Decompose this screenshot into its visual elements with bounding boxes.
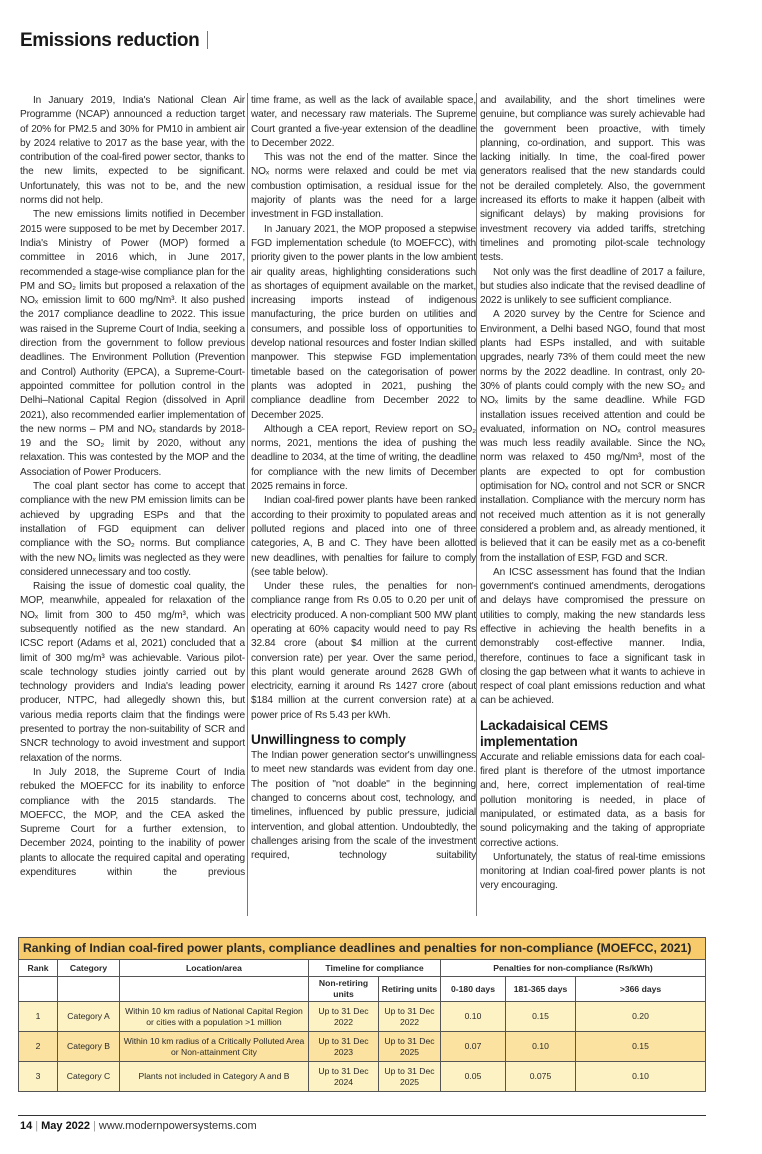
paragraph: This was not the end of the matter. Since the NOₓ norms were relaxed and could be met via combustion optimisation, a residual issue for the majority of plants was the need for a large investment in FGD installation. [251, 152, 476, 221]
cell-location: Within 10 km radius of National Capital Region or cities with a population >1 million [120, 1002, 309, 1032]
subheader-empty [58, 977, 120, 1002]
column-divider [476, 93, 477, 916]
paragraph: In July 2018, the Supreme Court of India rebuked the MOEFCC for its inability to enforce compliance with the 2015 standards. The MOEFCC, the MOP, and the CEA asked the Supreme Court for a further extension, to December 2024, pointing to the inability of power plants to allocate the required capital and operating expenditures within the previous [20, 766, 245, 879]
subheader-181-365: 181-365 days [506, 977, 576, 1002]
subheader-empty [19, 977, 58, 1002]
paragraph: Unfortunately, the status of real-time emissions monitoring at Indian coal-fired power plants is not very encouraging. [480, 851, 705, 892]
paragraph: Under these rules, the penalties for non-compliance range from Rs 0.05 to 0.20 per unit of electricity produced. A non-compliant 500 MW plant operating at 60% capacity would need to pay Rs 32.84 crore (about $4 million at the current conversion rate) per year. Over the same period, this plant would generate around 2628 GWh of electricity, earning it around Rs 1427 crore (about $184 million at the current conversion rate) at a power price of Rs 5.43 per kWh. [251, 581, 476, 721]
issue-date: May 2022 [41, 1120, 91, 1132]
cell-retiring: Up to 31 Dec 2022 [379, 1002, 441, 1032]
header-category: Category [58, 960, 120, 977]
article-column-3 [480, 94, 705, 894]
website-link[interactable]: www.modernpowersystems.com [98, 1120, 257, 1132]
subheading: Lackadaisical CEMS implementation [480, 717, 608, 749]
header-timeline: Timeline for compliance [309, 960, 441, 977]
table-row [19, 1032, 706, 1062]
section-title [20, 30, 208, 52]
article-column-1 [20, 94, 245, 880]
cell-location: Within 10 km radius of a Critically Polluted Area or Non-attainment City [120, 1032, 309, 1062]
paragraph: An ICSC assessment has found that the Indian government's continued amendments, derogations and delays have compromised the pressure on utilities to comply, making the new standards less effective in achieving the health benefits in a demonstrably cost-effective manner. India, therefore, continues to face a significant task in closing the gap between what it wants to achieve in respect of coal plant emissions reduction and what can be achieved. [480, 566, 705, 707]
table-row [19, 1002, 706, 1032]
cell-p2: 0.075 [506, 1062, 576, 1092]
paragraph: The Indian power generation sector's unwillingness to meet new standards was evident from day one. The position of "not doable" in the beginning changed to concerns about cost, technology, and timelines, influenced by public pressure, judicial intervention, and global attention. Undoubtedly, the challenges arising from the scale of the investment required, technology suitability [251, 750, 476, 862]
cell-p3: 0.10 [576, 1062, 706, 1092]
paragraph: The coal plant sector has come to accept that compliance with the new PM emission limits can be achieved by upgrading ESPs and that the installation of FGD equipment can deliver compliance with the SO₂ norms. But compliance with the new NOₓ limits was neglected as they were considered unnecessary and too costly. [20, 481, 245, 578]
paragraph: A 2020 survey by the Centre for Science and Environment, a Delhi based NGO, found that most plants had ESPs installed, and with suitable upgrades, nearly 73% of them could meet the new norms by the 2022 deadline. In contrast, only 20-30% of plants could comply with the new SO₂ and NOₓ limits by the same deadline. While FGD installation issues received attention and could be evaluated, information on NOₓ control measures was much less readily available. Since the NOₓ norm was relaxed to 450 mg/Nm³, most of the plants are expected to opt for combustion optimisation for NOₓ control and not SCR or SNCR installation. Compliance with the mercury norm has not received much attention as it is not generally considered a problem and, as already mentioned, it is believed that it can be easily met as a co-benefit from the installation of ESP, FGD and SCR. [480, 309, 705, 564]
header-location: Location/area [120, 960, 309, 977]
header-penalties: Penalties for non-compliance (Rs/kWh) [441, 960, 706, 977]
cell-non-retiring: Up to 31 Dec 2022 [309, 1002, 379, 1032]
paragraph: Indian coal-fired power plants have been ranked according to their proximity to populated areas and polluted regions and placed into one of three categories, A, B and C. They have been allotted new deadlines, with penalties for failure to comply (see table below). [251, 495, 476, 578]
subheading: Unwillingness to comply [251, 732, 406, 748]
cell-category: Category B [58, 1032, 120, 1062]
paragraph: Accurate and reliable emissions data for each coal-fired plant is therefore of the utmost importance and, here, correct implementation of real-time pollution monitoring is needed, in place of manipulated, or estimated data, as a basis for sound policymaking and the taking of appropriate corrective actions. [480, 751, 705, 849]
cell-p1: 0.05 [441, 1062, 506, 1092]
cell-rank: 1 [19, 1002, 58, 1032]
paragraph: Not only was the first deadline of 2017 a failure, but studies also indicate that the revised deadline of 2022 is unlikely to see sufficient compliance. [480, 266, 705, 307]
cell-category: Category A [58, 1002, 120, 1032]
subheader-0-180: 0-180 days [441, 977, 506, 1002]
cell-non-retiring: Up to 31 Dec 2024 [309, 1062, 379, 1092]
page-number: 14 [20, 1120, 33, 1132]
cell-p2: 0.10 [506, 1032, 576, 1062]
title-divider [207, 31, 208, 49]
cell-p3: 0.20 [576, 1002, 706, 1032]
subheader-non-retiring: Non-retiring units [309, 977, 379, 1002]
cell-rank: 2 [19, 1032, 58, 1062]
cell-category: Category C [58, 1062, 120, 1092]
subheader-retiring: Retiring units [379, 977, 441, 1002]
footer-rule [18, 1115, 706, 1116]
page-footer: 14 | May 2022 | www.modernpowersystems.com [20, 1120, 257, 1132]
section-title-text: Emissions reduction [20, 30, 200, 51]
paragraph: Although a CEA report, Review report on SO₂ norms, 2021, mentions the idea of pushing the deadline to 2034, at the time of writing, the deadline for compliance with the new limits of December 2025 remains in force. [251, 423, 476, 493]
column-divider [247, 93, 248, 916]
paragraph: In January 2019, India's National Clean Air Programme (NCAP) announced a reduction target of 20% for PM2.5 and 30% for PM10 in ambient air by 2024 relative to 2017 as the base year, with the contribution of the coal-fired power sector, thanks to the new limits, expected to be significant. Unfortunately, this was not to be, and the new norms did not help. [20, 95, 245, 207]
cell-non-retiring: Up to 31 Dec 2023 [309, 1032, 379, 1062]
subheader-empty [120, 977, 309, 1002]
paragraph: In January 2021, the MOP proposed a stepwise FGD implementation schedule (to MOEFCC), with priority given to the power plants in the low ambient air quality areas, highlighting considerations such as shortages of equipment available on the market, increasing imports instead of indigenous manufacturing, the price burden on utilities and consumers, and possible loss of opportunities to develop national resources and foster Indian skilled manpower. This stepwise FGD implementation timetable based on the categorisation of power plants was adopted in 2021, pushing the compliance deadline from December 2022 to December 2025. [251, 223, 476, 421]
table-row [19, 1062, 706, 1092]
cell-p3: 0.15 [576, 1032, 706, 1062]
paragraph: time frame, as well as the lack of available space, water, and necessary raw materials. The Supreme Court granted a five-year extension of the deadline to December 2022. [251, 95, 476, 149]
table-title: Ranking of Indian coal-fired power plants, compliance deadlines and penalties for non-compliance (MOEFCC, 2021) [19, 938, 706, 960]
cell-retiring: Up to 31 Dec 2025 [379, 1062, 441, 1092]
cell-location: Plants not included in Category A and B [120, 1062, 309, 1092]
subheader-366: >366 days [576, 977, 706, 1002]
ranking-table [18, 937, 706, 1092]
article-column-2 [251, 94, 476, 863]
cell-p2: 0.15 [506, 1002, 576, 1032]
cell-retiring: Up to 31 Dec 2025 [379, 1032, 441, 1062]
cell-p1: 0.10 [441, 1002, 506, 1032]
paragraph: The new emissions limits notified in December 2015 were supposed to be met by December 2017. India's Ministry of Power (MOP) formed a committee in 2016 which, in June 2017, recommended a stage-wise compliance plan for the PM and SO₂ limits but proposed a relaxation of the NOₓ emission limit to 600 mg/Nm³. It also pushed the 2017 compliance deadline to 2022. This issue was raised in the Supreme Court of India, seeking a direction from the government to follow previous deadlines. The Environment Pollution (Prevention and Control) Authority (EPCA), a Supreme-Court-appointed committee for pollution control in the Delhi–National Capital Region (dissolved in April 2021), also recommended earlier implementation of the new norms – PM and NOₓ standards by 2018-19 and the SO₂ limit by 2020, without any relaxation. This was contested by the MOP and the Association of Power Producers. [20, 209, 245, 478]
paragraph: and availability, and the short timelines were genuine, but compliance was surely achievable had the government been proactive, with timely planning, co-ordination, and support. This was lacking initially. In time, the coal-fired power generators realised that the new standards could not be derailed completely. Also, the government increased its efforts to make it happen (albeit with significant delays) by making provisions for investment recovery via added tariffs, stretching timelines and promoting pilot-scale technology tests. [480, 95, 705, 264]
paragraph: Raising the issue of domestic coal quality, the MOP, meanwhile, appealed for relaxation of the NOₓ limit from 300 to 450 mg/m³, which was subsequently notified as the new standard. An ICSC report (Adams et al, 2021) concluded that a limit of 300 mg/m³ was achievable. Various pilot-scale technology studies jointly carried out by technology providers and India's leading power producer, NTPC, had allegedly shown this, but various media reports claim that the findings were presented to portray the non-suitability of SCR and SNCR technology to avoid investment and support relaxation of the norms. [20, 581, 245, 764]
header-rank: Rank [19, 960, 58, 977]
cell-p1: 0.07 [441, 1032, 506, 1062]
cell-rank: 3 [19, 1062, 58, 1092]
